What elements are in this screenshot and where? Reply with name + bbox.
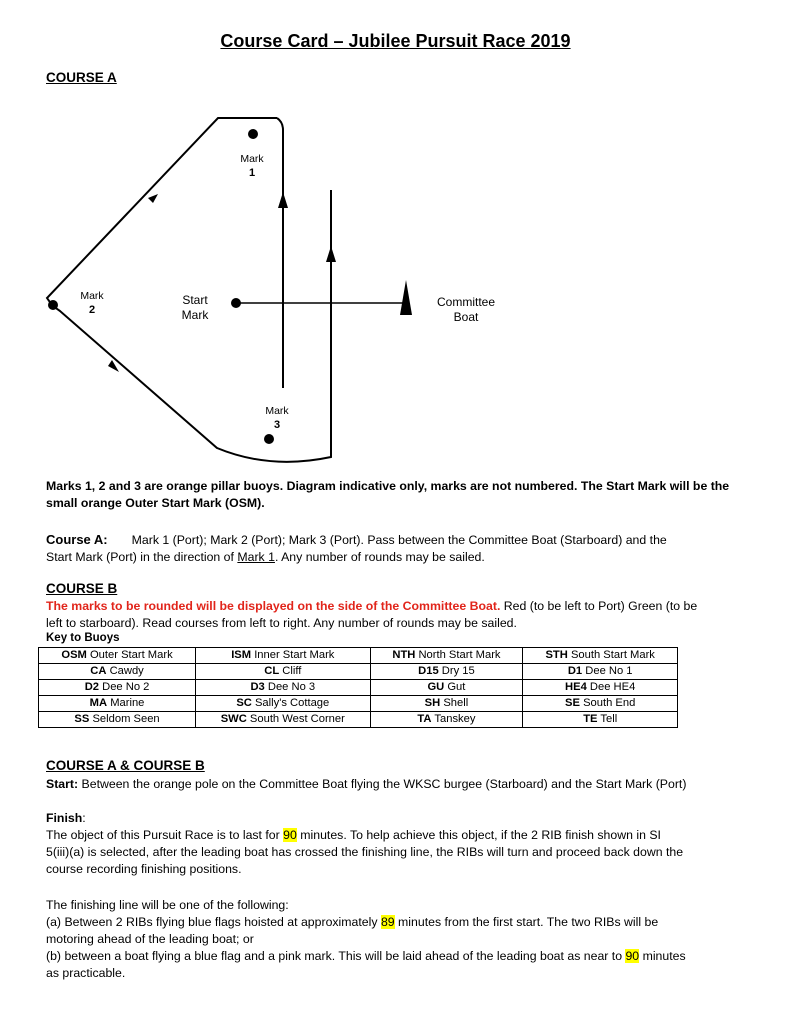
start-mark-label-2: Mark	[181, 308, 209, 322]
buoy-code: SS	[74, 713, 90, 725]
option-b-text-1: (b) between a boat flying a blue flag and a pink mark. This will be laid ahead of the leading boat as near to	[46, 949, 626, 963]
buoy-name: Dee No 3	[267, 681, 316, 693]
buoy-cell	[39, 680, 196, 696]
course-b-description	[46, 598, 736, 632]
buoy-name: Gut	[447, 681, 466, 693]
buoy-code: SE	[565, 697, 580, 709]
buoy-name: South Start Mark	[570, 649, 655, 661]
mark1-number: 1	[248, 167, 256, 179]
buoy-name: North Start Mark	[418, 649, 501, 661]
buoy-cell	[196, 664, 370, 680]
start-mark-icon	[231, 298, 241, 308]
buoy-name: Cawdy	[109, 665, 144, 677]
buoy-name: South End	[583, 697, 636, 709]
buoy-name: Inner Start Mark	[254, 649, 335, 661]
marks-note: Marks 1, 2 and 3 are orange pillar buoys. Diagram indicative only, marks are not numbered. The Start Mark will be the small orange Outer Start Mark (OSM).	[46, 479, 730, 510]
buoy-name: Dee No 2	[102, 681, 150, 693]
mark2-buoy-icon	[48, 300, 58, 310]
buoy-cell	[523, 696, 678, 712]
buoy-cell	[196, 696, 370, 712]
buoy-name: Cliff	[282, 665, 302, 677]
buoy-cell	[196, 680, 370, 696]
mark2-number: 2	[88, 304, 96, 316]
buoy-key-table	[38, 647, 678, 728]
finish-option-a	[46, 914, 736, 948]
buoy-code: STH	[545, 649, 568, 661]
buoy-code: TE	[583, 713, 598, 725]
buoy-code: SH	[424, 697, 441, 709]
buoy-name: Tell	[600, 713, 618, 725]
course-a-label: Course A:	[46, 532, 108, 547]
course-a-text-1: Mark 1 (Port); Mark 2 (Port); Mark 3 (Port). Pass between the Committee Boat (Starboard) and the	[131, 533, 667, 547]
finish-text-1c: 5(iii)(a) is selected, after the leading boat has crossed the finishing line, the RIBs will turn and proceed back down the	[46, 845, 684, 859]
course-a-text-2a: Start Mark (Port) in the direction of	[46, 550, 238, 564]
committee-boat-label-2: Boat	[453, 310, 479, 324]
buoy-code: D15	[418, 665, 439, 677]
buoy-name: Tanskey	[434, 713, 476, 725]
finish-option-b	[46, 948, 736, 982]
buoy-code: D2	[84, 681, 99, 693]
start-leg-arrow	[326, 246, 336, 262]
buoy-cell	[370, 680, 523, 696]
mark-1-reference: Mark 1	[237, 550, 275, 564]
buoy-table-row	[39, 696, 678, 712]
leg-arrow-1	[148, 194, 158, 203]
page-title: Course Card – Jubilee Pursuit Race 2019	[220, 31, 571, 51]
buoy-cell	[523, 648, 678, 664]
buoy-cell	[370, 664, 523, 680]
course-a-text-2b: . Any number of rounds may be sailed.	[274, 550, 485, 564]
buoy-code: SWC	[220, 713, 247, 725]
finish-heading	[46, 810, 736, 827]
buoy-cell	[39, 664, 196, 680]
start-label: Start:	[46, 777, 79, 791]
buoy-code: SC	[236, 697, 252, 709]
mark3-buoy-icon	[264, 434, 274, 444]
buoy-code: D1	[567, 665, 583, 677]
buoy-name: Dry 15	[441, 665, 475, 677]
finish-intro: The finishing line will be one of the following:	[46, 898, 289, 912]
buoy-table-row	[39, 680, 678, 696]
buoy-cell	[523, 664, 678, 680]
key-to-buoys-label: Key to Buoys	[46, 632, 120, 644]
buoy-code: GU	[427, 681, 445, 693]
buoy-cell	[196, 648, 370, 664]
buoy-cell	[370, 648, 523, 664]
buoy-code: TA	[417, 713, 432, 725]
course-b-red-note: The marks to be rounded will be displayed on the side of the Committee Boat.	[46, 599, 501, 613]
buoy-name: Sally's Cottage	[254, 697, 330, 709]
option-a-text-2: minutes from the first start. The two RIBs will be	[394, 915, 659, 929]
mark3-number: 3	[273, 419, 281, 431]
committee-boat-label-1: Committee	[436, 295, 496, 309]
buoy-cell	[523, 712, 678, 728]
buoy-table-row	[39, 664, 678, 680]
buoy-name: Dee No 1	[585, 665, 633, 677]
buoy-table-row	[39, 712, 678, 728]
finish-colon: :	[82, 811, 86, 825]
buoy-name: Shell	[443, 697, 469, 709]
buoy-code: HE4	[565, 681, 587, 693]
finish-label: Finish	[46, 811, 83, 825]
buoy-code: NTH	[392, 649, 416, 661]
mark2-label: Mark	[80, 290, 104, 302]
course-ab-heading: COURSE A & COURSE B	[46, 758, 205, 773]
option-a-text-1: (a) Between 2 RIBs flying blue flags hoisted at approximately	[46, 915, 381, 929]
buoy-cell	[39, 648, 196, 664]
course-a-diagram	[40, 108, 520, 478]
option-a-minutes-highlight: 89	[380, 915, 395, 929]
buoy-cell	[196, 712, 370, 728]
option-a-text-3: motoring ahead of the leading boat; or	[46, 932, 254, 946]
buoy-code: MA	[89, 697, 108, 709]
finish-minutes-highlight: 90	[283, 828, 297, 842]
mark1-leg-arrow	[278, 192, 288, 208]
buoy-cell	[370, 696, 523, 712]
finish-text-1b: minutes. To help achieve this object, if the 2 RIB finish shown in SI	[296, 828, 661, 842]
buoy-cell	[523, 680, 678, 696]
buoy-name: Outer Start Mark	[89, 649, 173, 661]
committee-boat-flag-icon	[400, 280, 412, 315]
start-text: Between the orange pole on the Committee Boat flying the WKSC burgee (Starboard) and the Start Mark (Port)	[78, 777, 687, 791]
buoy-table-row	[39, 648, 678, 664]
buoy-name: Dee HE4	[589, 681, 636, 693]
finish-text-1d: course recording finishing positions.	[46, 862, 242, 876]
course-b-text-2: left to starboard). Read courses from left to right. Any number of rounds may be sailed.	[46, 616, 517, 630]
option-b-text-3: as practicable.	[46, 966, 126, 980]
course-b-heading: COURSE B	[46, 581, 118, 596]
option-b-minutes-highlight: 90	[625, 949, 640, 963]
buoy-cell	[39, 712, 196, 728]
buoy-name: Marine	[110, 697, 145, 709]
option-b-text-2: minutes	[639, 949, 686, 963]
buoy-name: South West Corner	[249, 713, 345, 725]
buoy-cell	[370, 712, 523, 728]
mark1-label: Mark	[240, 153, 264, 165]
buoy-code: ISM	[231, 649, 252, 661]
mark1-return-line	[277, 118, 283, 388]
start-mark-label-1: Start	[182, 293, 208, 307]
buoy-cell	[39, 696, 196, 712]
buoy-code: D3	[250, 681, 265, 693]
finish-text-1a: The object of this Pursuit Race is to last for	[46, 828, 284, 842]
finish-paragraph	[46, 827, 736, 878]
buoy-name: Seldom Seen	[92, 713, 160, 725]
start-description	[46, 776, 736, 793]
course-a-heading: COURSE A	[46, 70, 117, 85]
course-b-text-1: Red (to be left to Port) Green (to be	[500, 599, 698, 613]
mark3-label: Mark	[265, 405, 289, 417]
buoy-code: OSM	[61, 649, 87, 661]
course-a-description	[46, 531, 736, 566]
mark1-buoy-icon	[248, 129, 258, 139]
buoy-code: CA	[90, 665, 107, 677]
buoy-code: CL	[264, 665, 280, 677]
